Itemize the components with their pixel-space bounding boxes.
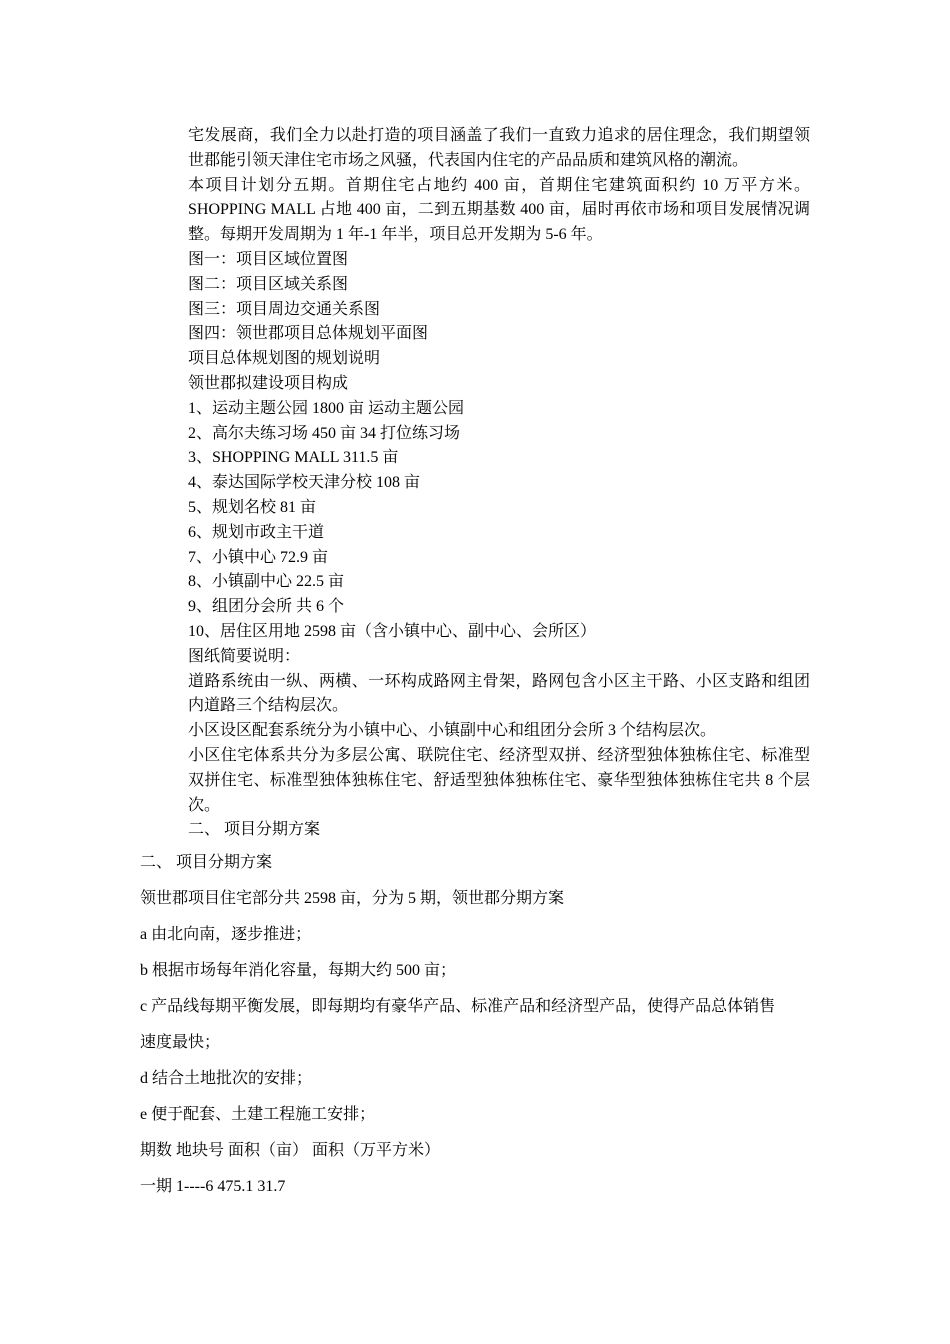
phasing-point-a: a 由北向南，逐步推进； [140, 926, 312, 943]
composition-item: 3、SHOPPING MALL 311.5 亩 [188, 449, 399, 467]
intro-paragraph: 宅发展商，我们全力以赴打造的项目涵盖了我们一直致力追求的居住理念，我们期望领世郡能引领天津住宅市场之风骚，代表国内住宅的产品品质和建筑风格的潮流。 [188, 127, 810, 169]
drawing-note-title: 图纸简要说明： [188, 647, 301, 665]
phasing-summary: 领世郡项目住宅部分共 2598 亩，分为 5 期，领世郡分期方案 [140, 890, 565, 907]
figure-caption-4: 图四：领世郡项目总体规划平面图 [188, 325, 429, 343]
phases-paragraph: 本项目计划分五期。首期住宅占地约 400 亩，首期住宅建筑面积约 10 万平方米。SHOPPING MALL 占地 400 亩，二到五期基数 400 亩，届时再依市场和项目发展情况调整。每期开发周期为 1 年-1 年半，项目总开发期为 5-6 年。 [188, 176, 810, 244]
composition-item: 7、小镇中心 72.9 亩 [188, 548, 329, 566]
housing-system-paragraph: 小区住宅体系共分为多层公寓、联院住宅、经济型双拼、经济型独体独栋住宅、标准型双拼住宅、标准型独体独栋住宅、舒适型独体独栋住宅、豪华型独体独栋住宅共 8 个层次。 [188, 746, 810, 814]
composition-item: 10、居住区用地 2598 亩（含小镇中心、副中心、会所区） [188, 622, 597, 640]
phasing-table-row: 一期 1----6 475.1 31.7 [140, 1178, 286, 1195]
section-heading-indented: 二、 项目分期方案 [188, 821, 321, 839]
composition-item: 9、组团分会所 共 6 个 [188, 598, 345, 616]
composition-title: 领世郡拟建设项目构成 [188, 374, 349, 392]
section-heading: 二、 项目分期方案 [140, 854, 273, 871]
facility-system-paragraph: 小区设区配套系统分为小镇中心、小镇副中心和组团分会所 3 个结构层次。 [188, 722, 717, 740]
composition-item: 8、小镇副中心 22.5 亩 [188, 573, 345, 591]
figure-caption-1: 图一：项目区域位置图 [188, 250, 349, 268]
composition-item: 5、规划名校 81 亩 [188, 498, 317, 516]
phasing-point-b: b 根据市场每年消化容量，每期大约 500 亩； [140, 962, 457, 979]
figure-caption-3: 图三：项目周边交通关系图 [188, 300, 381, 318]
phasing-point-c: c 产品线每期平衡发展，即每期均有豪华产品、标准产品和经济型产品，使得产品总体销售 [140, 998, 776, 1015]
composition-item: 1、运动主题公园 1800 亩 运动主题公园 [188, 399, 465, 417]
phasing-table-header: 期数 地块号 面积（亩） 面积（万平方米） [140, 1142, 441, 1159]
phasing-point-c-continued: 速度最快； [140, 1034, 221, 1051]
phasing-section [140, 851, 810, 1199]
plan-note: 项目总体规划图的规划说明 [188, 350, 381, 368]
indented-section [188, 124, 810, 843]
composition-item: 4、泰达国际学校天津分校 108 亩 [188, 474, 421, 492]
phasing-point-e: e 便于配套、土建工程施工安排； [140, 1106, 376, 1123]
composition-item: 6、规划市政主干道 [188, 523, 325, 541]
composition-item: 2、高尔夫练习场 450 亩 34 打位练习场 [188, 424, 461, 442]
road-system-paragraph: 道路系统由一纵、两横、一环构成路网主骨架，路网包含小区主干路、小区支路和组团内道路三个结构层次。 [188, 672, 810, 715]
phasing-point-d: d 结合土地批次的安排； [140, 1070, 313, 1087]
figure-caption-2: 图二：项目区域关系图 [188, 275, 349, 293]
